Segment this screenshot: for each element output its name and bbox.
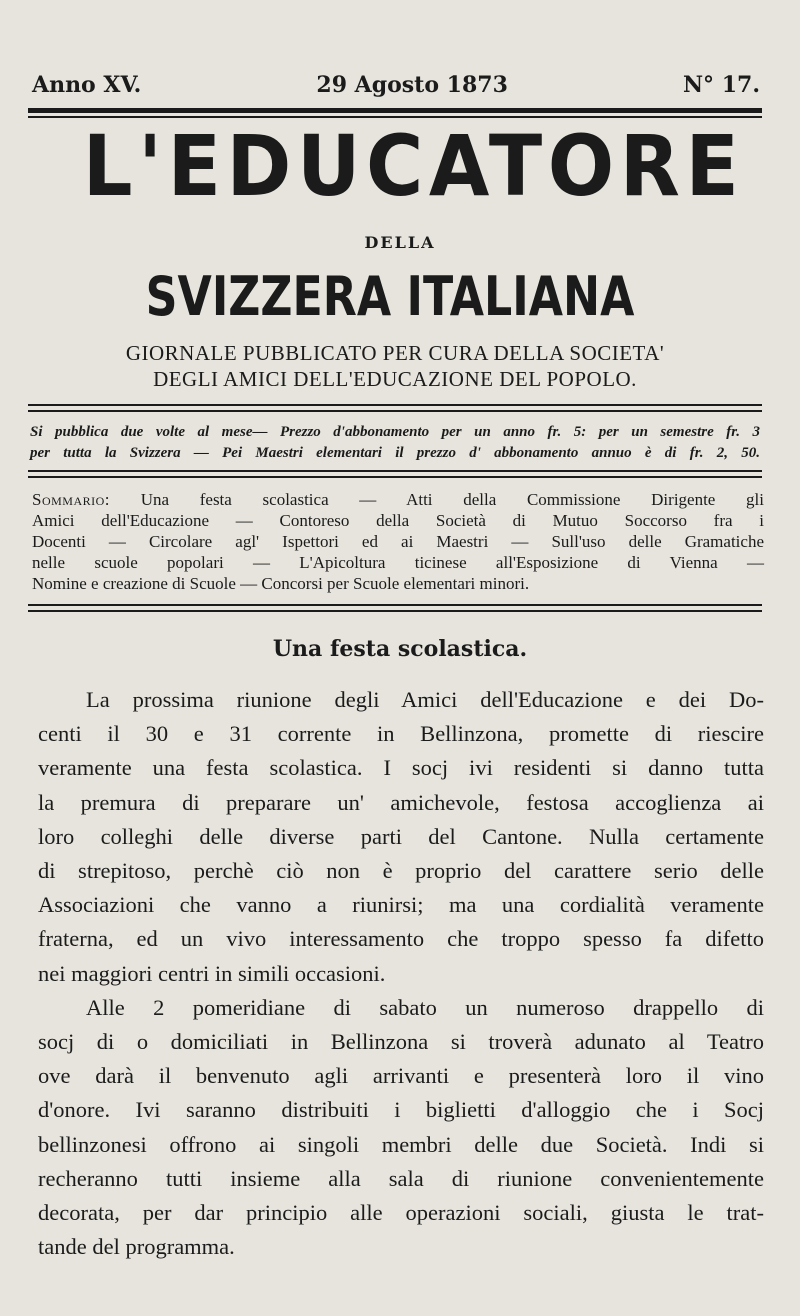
summary-label: Sommario: bbox=[32, 490, 111, 509]
issue-year: Anno XV. bbox=[32, 72, 142, 98]
article-line: Alle 2 pomeridiane di sabato un numeroso drappello di bbox=[86, 994, 764, 1020]
summary-line-2: Amici dell'Educazione — Contoreso della Società di Mutuo Soccorso fra i bbox=[32, 511, 764, 530]
newspaper-subtitle: SVIZZERA ITALIANA bbox=[145, 265, 635, 328]
article-line: tande del programma. bbox=[38, 1234, 235, 1260]
info-rule-top bbox=[28, 404, 762, 406]
info-rule-top-2 bbox=[28, 410, 762, 412]
article-line: fraterna, ed un vivo interessamento che troppo spesso fa difetto bbox=[38, 926, 764, 952]
summary-text-1: Una festa scolastica — Atti della Commissione Dirigente gli bbox=[140, 490, 764, 509]
article-body bbox=[38, 683, 764, 1264]
summary-section bbox=[32, 489, 764, 594]
issue-number: N° 17. bbox=[682, 72, 760, 98]
summary-line-5: Nomine e creazione di Scuole — Concorsi per Scuole elementari minori. bbox=[32, 574, 530, 593]
article-line: Associazioni che vanno a riunirsi; ma una cordialità veramente bbox=[38, 892, 764, 918]
masthead-line bbox=[32, 72, 760, 98]
info-rule-bottom bbox=[28, 470, 762, 472]
publisher-line-2: DEGLI AMICI DELL'EDUCAZIONE DEL POPOLO. bbox=[153, 367, 637, 391]
article-line: nei maggiori centri in simili occasioni. bbox=[38, 960, 386, 986]
publisher-line-1: GIORNALE PUBBLICATO PER CURA DELLA SOCIETA' bbox=[125, 341, 665, 365]
article-line: di strepitoso, perchè ciò non è proprio del carattere serio delle bbox=[38, 858, 764, 884]
publication-info bbox=[30, 422, 760, 464]
summary-line-4: nelle scuole popolari — L'Apicoltura ticinese all'Esposizione di Vienna — bbox=[32, 553, 764, 572]
article-line: la premura di preparare un' amichevole, festosa accoglienza ai bbox=[38, 789, 764, 815]
article-line: loro colleghi delle diverse parti del Cantone. Nulla certamente bbox=[38, 823, 764, 849]
article-line: veramente una festa scolastica. I socj ivi residenti si danno tutta bbox=[38, 755, 764, 781]
summary-rule bbox=[28, 604, 762, 606]
info-rule-bottom-2 bbox=[28, 476, 762, 478]
article-line: La prossima riunione degli Amici dell'Educazione e dei Do- bbox=[86, 687, 764, 712]
publisher-statement bbox=[40, 340, 750, 392]
article-line: centi il 30 e 31 corrente in Bellinzona, promette di riescire bbox=[38, 721, 764, 747]
masthead-rule bbox=[28, 108, 762, 113]
article-line: decorata, per dar principio alle operazioni sociali, giusta le trat- bbox=[38, 1200, 764, 1226]
summary-line-1 bbox=[32, 489, 764, 510]
summary-line-3: Docenti — Circolare agl' Ispettori ed ai Maestri — Sull'uso delle Gramatiche bbox=[32, 532, 764, 551]
article-line: ove darà il benvenuto agli arrivanti e presenterà loro il vino bbox=[38, 1063, 764, 1089]
article-line: recheranno tutti insieme alla sala di riunione convenientemente bbox=[38, 1165, 764, 1191]
publication-info-line-2: per tutta la Svizzera — Pei Maestri elementari il prezzo d' abbonamento annuo è di fr. 2, 50. bbox=[30, 445, 760, 461]
article-line: d'onore. Ivi saranno distribuiti i biglietti d'alloggio che i Socj bbox=[38, 1097, 764, 1123]
article-line: socj di o domiciliati in Bellinzona si troverà adunato al Teatro bbox=[38, 1029, 764, 1055]
issue-date: 29 Agosto 1873 bbox=[316, 72, 508, 98]
summary-rule-2 bbox=[28, 610, 762, 612]
newspaper-title: L'EDUCATORE bbox=[82, 117, 745, 215]
article-line: bellinzonesi offrono ai singoli membri delle due Società. Indi si bbox=[38, 1131, 764, 1157]
article-title: Una festa scolastica. bbox=[272, 636, 528, 662]
title-della: DELLA bbox=[364, 233, 436, 252]
publication-info-line-1: Si pubblica due volte al mese— Prezzo d'abbonamento per un anno fr. 5: per un semestre fr. 3 bbox=[30, 424, 760, 440]
